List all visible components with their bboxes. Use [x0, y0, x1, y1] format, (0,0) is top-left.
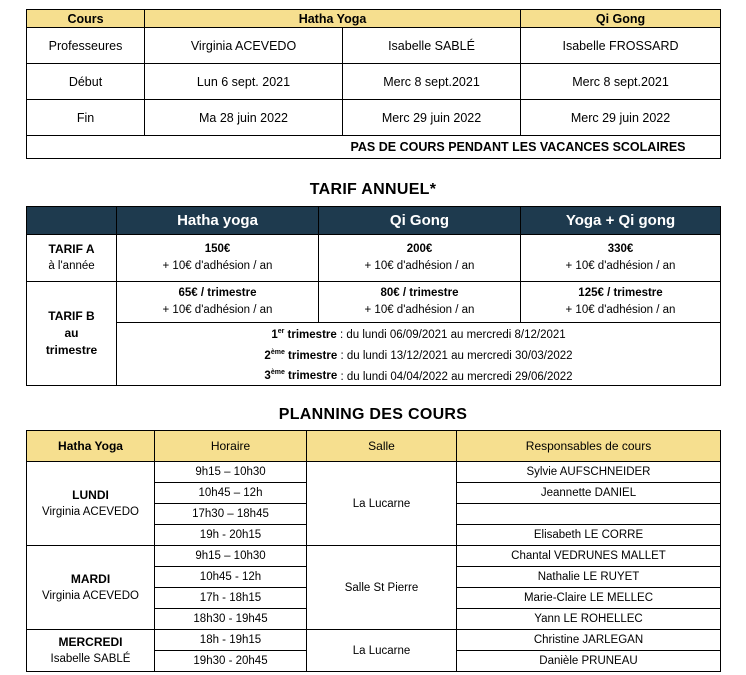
membership-fee: + 10€ d'adhésion / an — [565, 260, 676, 272]
trimestre-2: 2ème trimestre : du lundi 13/12/2021 au mercredi 30/03/2022 — [264, 348, 573, 362]
tarif-a-label — [27, 235, 117, 282]
row-label: Début — [27, 64, 145, 100]
price: 80€ / trimestre — [380, 287, 459, 299]
responsible-cell: Chantal VEDRUNES MALLET — [457, 546, 721, 567]
responsible-cell: Yann LE ROHELLEC — [457, 609, 721, 630]
price: 150€ — [204, 243, 231, 255]
day-name: MERCREDI — [58, 634, 123, 649]
membership-fee: + 10€ d'adhésion / an — [162, 304, 273, 316]
note-spacer — [27, 136, 343, 159]
planning-header-room: Salle — [307, 431, 457, 462]
trimestre-1: 1er trimestre : du lundi 06/09/2021 au mercredi 8/12/2021 — [271, 328, 566, 341]
cell: Ma 28 juin 2022 — [145, 100, 343, 136]
tarif-b-sub1: au — [64, 326, 79, 341]
tarif-a-combo — [521, 235, 721, 282]
cell: Isabelle SABLÉ — [343, 28, 521, 64]
price: 330€ — [607, 243, 634, 255]
planning-row — [27, 546, 721, 567]
header-qi-gong: Qi Gong — [521, 10, 721, 28]
row-fin — [27, 100, 721, 136]
tarif-corner — [27, 207, 117, 235]
time-cell: 19h - 20h15 — [155, 525, 307, 546]
price: 200€ — [406, 243, 433, 255]
header-hatha-yoga: Hatha Yoga — [145, 10, 521, 28]
price: 65€ / trimestre — [178, 287, 257, 299]
planning-row — [27, 462, 721, 483]
tarif-b-combo — [521, 282, 721, 323]
cell: Merc 29 juin 2022 — [343, 100, 521, 136]
planning-title: PLANNING DES COURS — [278, 406, 468, 423]
responsible-cell: Christine JARLEGAN — [457, 630, 721, 651]
membership-fee: + 10€ d'adhésion / an — [364, 260, 475, 272]
responsible-cell: Nathalie LE RUYET — [457, 567, 721, 588]
cell: Merc 8 sept.2021 — [343, 64, 521, 100]
day-teacher: Virginia ACEVEDO — [42, 505, 139, 518]
header-cours: Cours — [27, 10, 145, 28]
day-teacher: Virginia ACEVEDO — [42, 589, 139, 602]
tarif-header-qigong: Qi Gong — [319, 207, 521, 235]
cell: Isabelle FROSSARD — [521, 28, 721, 64]
time-cell: 9h15 – 10h30 — [155, 462, 307, 483]
row-debut — [27, 64, 721, 100]
cell: Merc 8 sept.2021 — [521, 64, 721, 100]
trimestre-3: 3ème trimestre : du lundi 04/04/2022 au mercredi 29/06/2022 — [264, 369, 573, 383]
cell: Virginia ACEVEDO — [145, 28, 343, 64]
trimestres-cell — [117, 323, 721, 386]
time-cell: 10h45 – 12h — [155, 483, 307, 504]
membership-fee: + 10€ d'adhésion / an — [565, 304, 676, 316]
planning-header-course: Hatha Yoga — [27, 431, 155, 462]
tarif-b-qigong — [319, 282, 521, 323]
planning-header-resp: Responsables de cours — [457, 431, 721, 462]
responsible-cell: Jeannette DANIEL — [457, 483, 721, 504]
time-cell: 10h45 - 12h — [155, 567, 307, 588]
responsible-cell: Elisabeth LE CORRE — [457, 525, 721, 546]
day-cell — [27, 630, 155, 672]
responsible-cell: Sylvie AUFSCHNEIDER — [457, 462, 721, 483]
day-cell — [27, 462, 155, 546]
room-cell: La Lucarne — [307, 630, 457, 672]
day-cell — [27, 546, 155, 630]
tarif-header-hatha: Hatha yoga — [117, 207, 319, 235]
planning-row — [27, 630, 721, 651]
room-cell: Salle St Pierre — [307, 546, 457, 630]
planning-header-time: Horaire — [155, 431, 307, 462]
membership-fee: + 10€ d'adhésion / an — [364, 304, 475, 316]
day-teacher: Isabelle SABLÉ — [50, 652, 131, 665]
planning-body — [27, 462, 721, 672]
trimestres-row — [27, 323, 721, 386]
tarif-header-combo: Yoga + Qi gong — [521, 207, 721, 235]
tarif-a-sublabel: à l'année — [48, 260, 95, 272]
tarif-b-name: TARIF B — [48, 309, 95, 324]
cell: Lun 6 sept. 2021 — [145, 64, 343, 100]
price: 125€ / trimestre — [578, 287, 663, 299]
time-cell: 17h - 18h15 — [155, 588, 307, 609]
tarif-a-hatha — [117, 235, 319, 282]
cell: Merc 29 juin 2022 — [521, 100, 721, 136]
time-cell: 18h - 19h15 — [155, 630, 307, 651]
time-cell: 19h30 - 20h45 — [155, 651, 307, 672]
responsible-cell — [457, 504, 721, 525]
vacation-note: PAS DE COURS PENDANT LES VACANCES SCOLAIRES — [343, 136, 721, 159]
tarif-a-name: TARIF A — [48, 242, 95, 256]
time-cell: 9h15 – 10h30 — [155, 546, 307, 567]
tarif-table — [26, 206, 721, 386]
tarif-b-sub2: trimestre — [45, 343, 98, 358]
schedule-table — [26, 9, 721, 159]
membership-fee: + 10€ d'adhésion / an — [162, 260, 273, 272]
tarif-a-row — [27, 235, 721, 282]
time-cell: 18h30 - 19h45 — [155, 609, 307, 630]
responsible-cell: Marie-Claire LE MELLEC — [457, 588, 721, 609]
tarif-a-qigong — [319, 235, 521, 282]
tarif-title: TARIF ANNUEL* — [309, 181, 437, 198]
tarif-b-label — [27, 282, 117, 386]
room-cell: La Lucarne — [307, 462, 457, 546]
row-label: Fin — [27, 100, 145, 136]
day-name: MARDI — [70, 571, 111, 586]
time-cell: 17h30 – 18h45 — [155, 504, 307, 525]
planning-table — [26, 430, 721, 672]
day-name: LUNDI — [72, 487, 109, 502]
row-label: Professeures — [27, 28, 145, 64]
tarif-b-hatha — [117, 282, 319, 323]
row-professeures — [27, 28, 721, 64]
responsible-cell: Danièle PRUNEAU — [457, 651, 721, 672]
tarif-b-row — [27, 282, 721, 323]
